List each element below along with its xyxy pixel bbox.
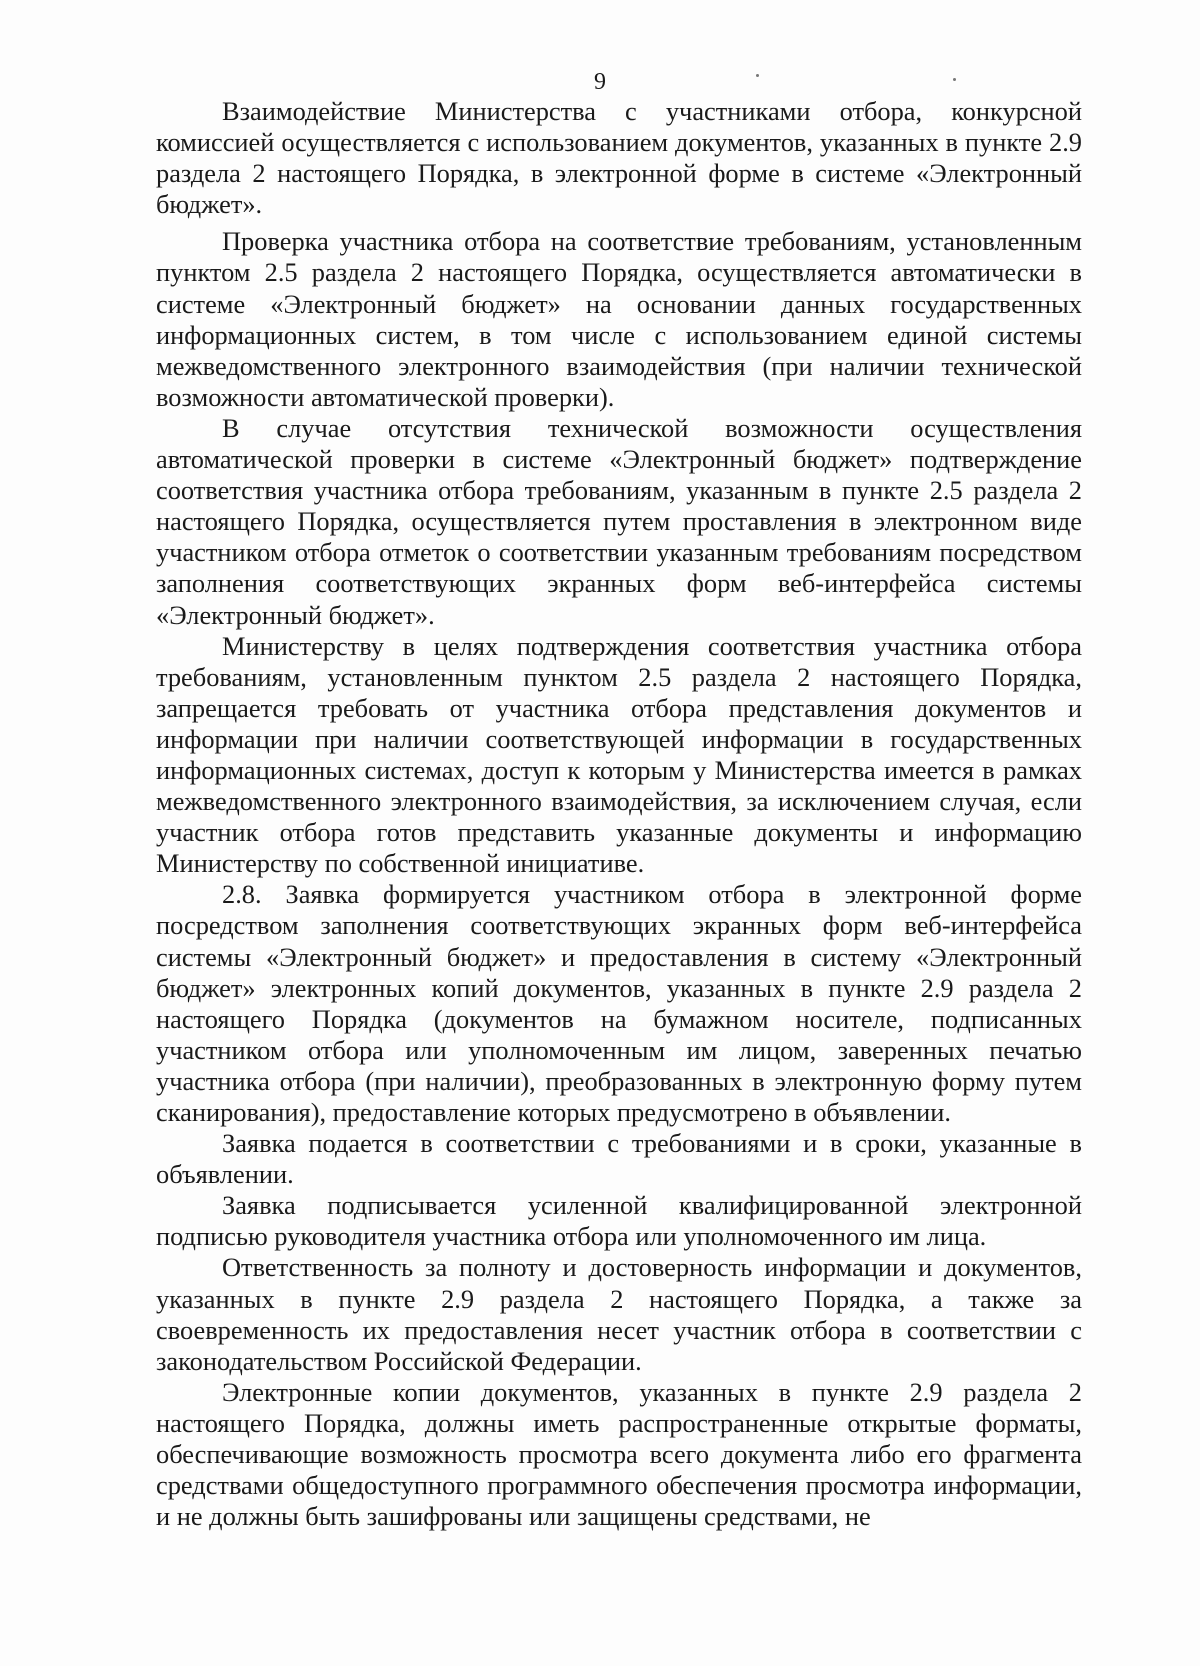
paragraph: Министерству в целях подтверждения соответствия участника отбора требованиям, установленным пунктом 2.5 раздела 2 настоящего Порядка, запрещается требовать от участника отбора представления документов и информации при наличии соответствующей информации в государственных информационных системах, доступ к которым у Министерства имеется в рамках межведомственного электронного взаимодействия, за исключением случая, если участник отбора готов представить указанные документы и информацию Министерству по собственной инициативе. [156,630,1082,879]
paragraph: Электронные копии документов, указанных в пункте 2.9 раздела 2 настоящего Порядка, должны иметь распространенные открытые форматы, обеспечивающие возможность просмотра всего документа либо его фрагмента средствами общедоступного программного обеспечения просмотра информации, и не должны быть зашифрованы или защищены средствами, не [156,1376,1082,1532]
scan-speck [953,78,956,81]
paragraph: Заявка подписывается усиленной квалифицированной электронной подписью руководителя участника отбора или уполномоченного им лица. [156,1190,1082,1252]
document-body [156,96,1082,1532]
paragraph: 2.8. Заявка формируется участником отбора в электронной форме посредством заполнения соответствующих экранных форм веб-интерфейса системы «Электронный бюджет» и предоставления в систему «Электронный бюджет» электронных копий документов, указанных в пункте 2.9 раздела 2 настоящего Порядка (документов на бумажном носителе, подписанных участником отбора или уполномоченным им лицом, заверенных печатью участника отбора (при наличии), преобразованных в электронную форму путем сканирования), предоставление которых предусмотрено в объявлении. [156,879,1082,1127]
scan-speck [756,74,759,77]
paragraph: Ответственность за полноту и достоверность информации и документов, указанных в пункте 2.9 раздела 2 настоящего Порядка, а также за своевременность их предоставления несет участник отбора в соответствии с законодательством Российской Федерации. [156,1252,1082,1376]
paragraph: Проверка участника отбора на соответствие требованиям, установленным пунктом 2.5 раздела 2 настоящего Порядка, осуществляется автоматически в системе «Электронный бюджет» на основании данных государственных информационных систем, в том числе с использованием единой системы межведомственного электронного взаимодействия (при наличии технической возможности автоматической проверки). [156,226,1082,412]
page-number: 9 [594,69,606,95]
paragraph: Заявка подается в соответствии с требованиями и в сроки, указанные в объявлении. [156,1128,1082,1190]
paragraph: Взаимодействие Министерства с участниками отбора, конкурсной комиссией осуществляется с использованием документов, указанных в пункте 2.9 раздела 2 настоящего Порядка, в электронной форме в системе «Электронный бюджет». [156,96,1082,220]
paragraph: В случае отсутствия технической возможности осуществления автоматической проверки в системе «Электронный бюджет» подтверждение соответствия участника отбора требованиям, указанным в пункте 2.5 раздела 2 настоящего Порядка, осуществляется путем проставления в электронном виде участником отбора отметок о соответствии указанным требованиям посредством заполнения соответствующих экранных форм веб-интерфейса системы «Электронный бюджет». [156,412,1082,630]
